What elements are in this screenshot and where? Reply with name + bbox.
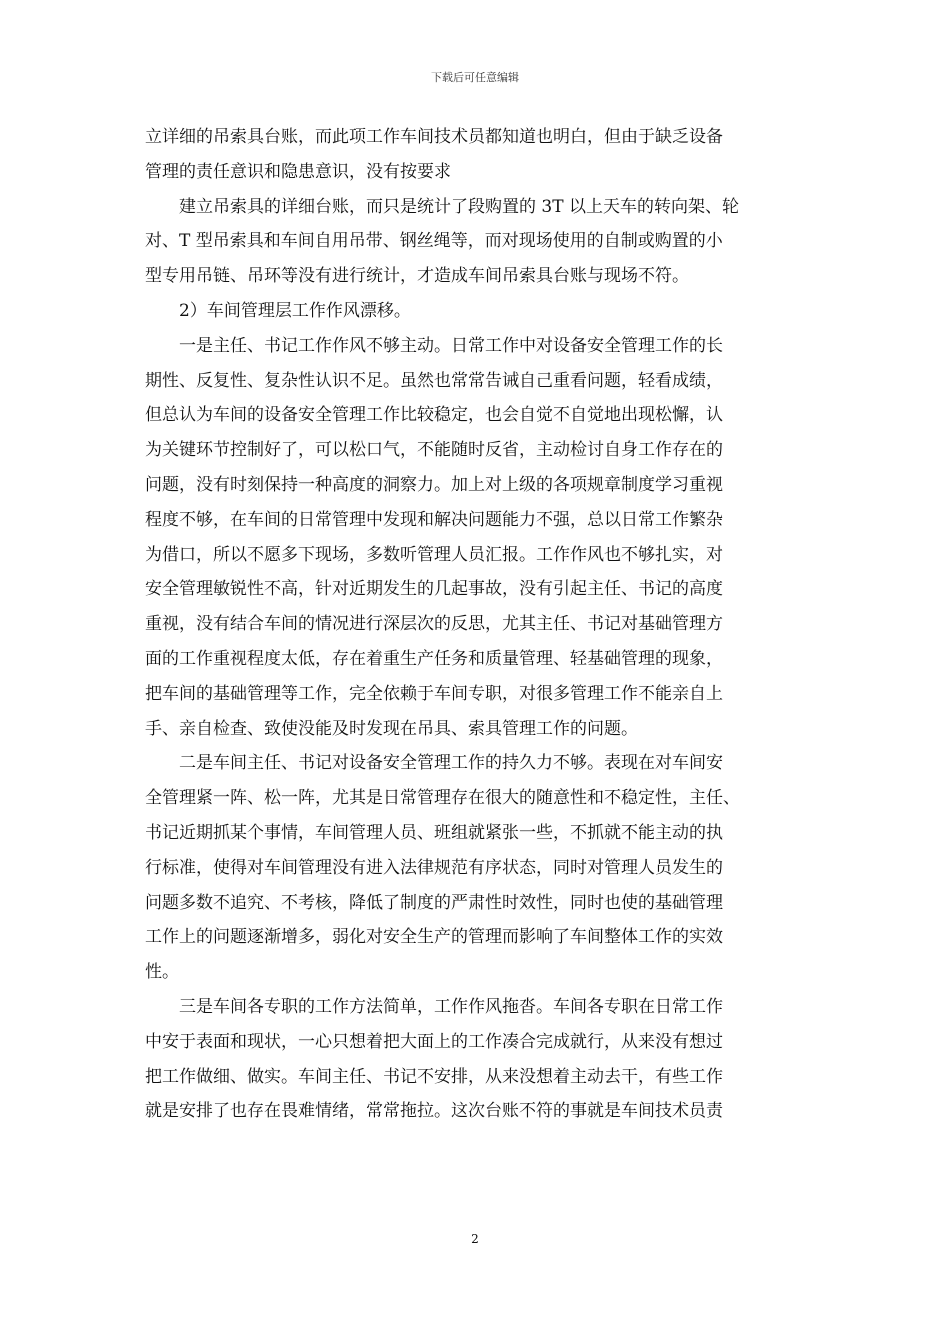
text-line: 程度不够，在车间的日常管理中发现和解决问题能力不强，总以日常工作繁杂 (145, 509, 723, 530)
text-line: 管理的责任意识和隐患意识，没有按要求 (145, 161, 451, 182)
text-line: 把工作做细、做实。车间主任、书记不安排，从来没想着主动去干，有些工作 (145, 1066, 723, 1087)
text-line: 但总认为车间的设备安全管理工作比较稳定，也会自觉不自觉地出现松懈，认 (145, 405, 723, 426)
text-line: 书记近期抓某个事情，车间管理人员、班组就紧张一些，不抓就不能主动的执 (145, 822, 723, 843)
text-line: 把车间的基础管理等工作，完全依赖于车间专职，对很多管理工作不能亲自上 (145, 683, 723, 704)
text-line: 2）车间管理层工作作风漂移。 (145, 300, 411, 321)
text-line: 行标准，使得对车间管理没有进入法律规范有序状态，同时对管理人员发生的 (145, 857, 723, 878)
text-line: 二是车间主任、书记对设备安全管理工作的持久力不够。表现在对车间安 (145, 753, 723, 774)
text-line: 问题，没有时刻保持一种高度的洞察力。加上对上级的各项规章制度学习重视 (145, 474, 723, 495)
text-line: 型专用吊链、吊环等没有进行统计，才造成车间吊索具台账与现场不符。 (145, 266, 689, 287)
text-line: 全管理紧一阵、松一阵，尤其是日常管理存在很大的随意性和不稳定性，主任、 (145, 788, 740, 809)
text-line: 手、亲自检查、致使没能及时发现在吊具、索具管理工作的问题。 (145, 718, 638, 739)
text-line: 安全管理敏锐性不高，针对近期发生的几起事故，没有引起主任、书记的高度 (145, 579, 723, 600)
text-line: 期性、反复性、复杂性认识不足。虽然也常常告诫自己重看问题，轻看成绩， (145, 370, 723, 391)
text-line: 工作上的问题逐渐增多，弱化对安全生产的管理而影响了车间整体工作的实效 (145, 927, 723, 948)
text-line: 对、T 型吊索具和车间自用吊带、钢丝绳等，而对现场使用的自制或购置的小 (145, 231, 723, 252)
text-line: 中安于表面和现状，一心只想着把大面上的工作凑合完成就行，从来没有想过 (145, 1031, 723, 1052)
text-line: 三是车间各专职的工作方法简单，工作作风拖沓。车间各专职在日常工作 (145, 996, 723, 1017)
text-line: 问题多数不追究、不考核，降低了制度的严肃性时效性，同时也使的基础管理 (145, 892, 723, 913)
text-line: 就是安排了也存在畏难情绪，常常拖拉。这次台账不符的事就是车间技术员责 (145, 1101, 723, 1122)
text-line: 面的工作重视程度太低，存在着重生产任务和质量管理、轻基础管理的现象， (145, 648, 723, 669)
text-line: 为关键环节控制好了，可以松口气，不能随时反省，主动检讨自身工作存在的 (145, 440, 723, 461)
page-number: 2 (471, 1232, 479, 1246)
text-line: 性。 (145, 962, 179, 983)
text-line: 为借口，所以不愿多下现场，多数听管理人员汇报。工作作风也不够扎实，对 (145, 544, 723, 565)
page-header: 下载后可任意编辑 (431, 71, 519, 84)
body-text (145, 120, 805, 1129)
text-line: 一是主任、书记工作作风不够主动。日常工作中对设备安全管理工作的长 (145, 335, 723, 356)
text-line: 建立吊索具的详细台账，而只是统计了段购置的 3T 以上天车的转向架、轮 (145, 196, 739, 217)
text-line: 重视，没有结合车间的情况进行深层次的反思，尤其主任、书记对基础管理方 (145, 614, 723, 635)
text-line: 立详细的吊索具台账，而此项工作车间技术员都知道也明白，但由于缺乏设备 (145, 127, 723, 147)
